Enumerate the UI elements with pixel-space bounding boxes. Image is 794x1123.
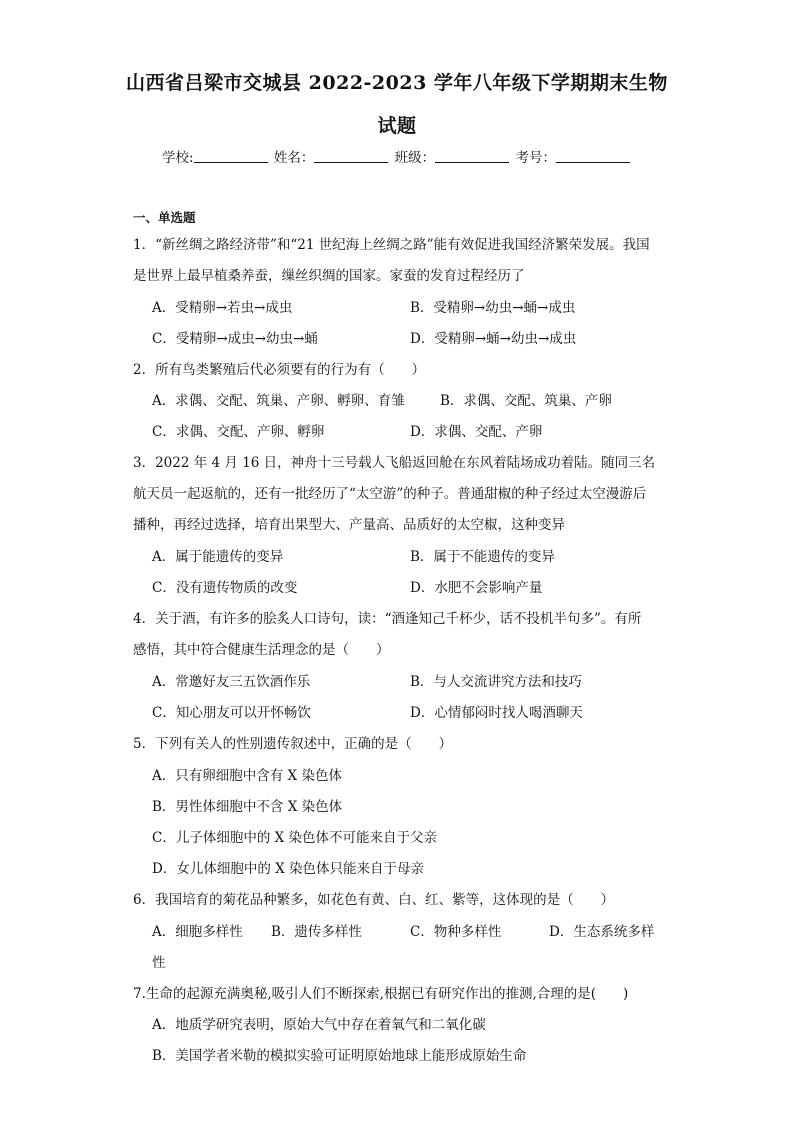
question-6-option-a: A．细胞多样性	[152, 924, 243, 940]
question-7-option-b: B．美国学者米勒的模拟实验可证明原始地球上能形成原始生命	[152, 1048, 527, 1064]
question-6-option-d: D．生态系统多样	[549, 924, 655, 940]
question-4-option-b: B．与人交流讲究方法和技巧	[410, 674, 582, 690]
question-2-option-c: C．求偶、交配、产卵、孵卵	[152, 424, 325, 440]
page-title-line-1: 山西省吕梁市交城县 2022-2023 学年八年级下学期期末生物	[126, 72, 668, 94]
question-2-option-b: B．求偶、交配、筑巢、产卵	[440, 393, 612, 409]
question-3-option-a: A．属于能遗传的变异	[152, 549, 284, 565]
question-3-line-3: 播种，再经过选择，培育出果型大、产量高、品质好的太空椒，这种变异	[133, 517, 565, 533]
student-info-row	[0, 146, 794, 166]
question-2-option-a: A．求偶、交配、筑巢、产卵、孵卵、育雏	[152, 393, 405, 409]
question-1-line-2: 是世界上最早植桑养蚕，缫丝织绸的国家。家蚕的发育过程经历了	[133, 268, 525, 284]
question-4-line-1: 4．关于酒，有许多的脍炙人口诗句，读：“酒逢知己千杯少，话不投机半句多”。有所	[133, 611, 642, 627]
question-1-option-b: B．受精卵→幼虫→蛹→成虫	[410, 300, 576, 316]
question-5-option-c: C．儿子体细胞中的 X 染色体不可能来自于父亲	[152, 830, 438, 846]
class-blank	[435, 149, 509, 163]
class-label: 班级：	[394, 150, 436, 166]
question-3-option-d: D．水肥不会影响产量	[410, 580, 543, 596]
question-1-option-c: C．受精卵→成虫→幼虫→蛹	[152, 331, 318, 347]
question-3-line-1: 3．2022 年 4 月 16 日，神舟十三号载人飞船返回舱在东风着陆场成功着陆。随同三名	[133, 455, 656, 471]
question-5-option-a: A．只有卵细胞中含有 X 染色体	[152, 768, 342, 784]
question-5-option-b: B．男性体细胞中不含 X 染色体	[152, 799, 343, 815]
question-4-line-2: 感悟，其中符合健康生活理念的是（ ）	[133, 642, 390, 658]
question-7-line-1: 7.生命的起源充满奥秘,吸引人们不断探索,根据已有研究作出的推测,合理的是( )	[133, 986, 629, 1002]
question-4-option-d: D．心情郁闷时找人喝酒聊天	[410, 705, 583, 721]
question-1-option-a: A．受精卵→若虫→成虫	[152, 300, 293, 316]
exam-number-label: 考号：	[515, 150, 556, 166]
page-title-line-2: 试题	[377, 115, 417, 137]
question-1-option-d: D．受精卵→蛹→幼虫→成虫	[410, 331, 577, 347]
question-4-option-c: C．知心朋友可以开怀畅饮	[152, 705, 311, 721]
question-3-line-2: 航天员一起返航的，还有一批经历了“太空游”的种子。普通甜椒的种子经过太空漫游后	[133, 486, 647, 502]
section-heading: 一、单选题	[133, 210, 196, 225]
question-6-option-d-continued: 性	[152, 955, 166, 971]
question-3-option-c: C．没有遗传物质的改变	[152, 580, 298, 596]
question-1-line-1: 1．“新丝绸之路经济带”和“21 世纪海上丝绸之路”能有效促进我国经济繁荣发展。我国	[133, 237, 650, 253]
question-6-option-c: C．物种多样性	[410, 924, 502, 940]
question-6-line-1: 6．我国培育的菊花品种繁多，如花色有黄、白、红、紫等，这体现的是（ ）	[133, 892, 615, 908]
question-7-option-a: A．地质学研究表明，原始大气中存在着氧气和二氧化碳	[152, 1017, 486, 1033]
question-2-option-d: D．求偶、交配、产卵	[410, 424, 543, 440]
question-5-option-d: D．女儿体细胞中的 X 染色体只能来自于母亲	[152, 861, 425, 877]
name-blank	[314, 149, 388, 163]
school-blank	[194, 149, 268, 163]
school-label: 学校:	[162, 150, 194, 166]
name-label: 姓名：	[273, 150, 315, 166]
question-6-option-b: B．遗传多样性	[271, 924, 362, 940]
exam-number-blank	[556, 149, 630, 163]
question-5-line-1: 5．下列有关人的性别遗传叙述中，正确的是（ ）	[133, 736, 453, 752]
question-4-option-a: A．常邀好友三五饮酒作乐	[152, 674, 311, 690]
question-3-option-b: B．属于不能遗传的变异	[410, 549, 555, 565]
question-2-line-1: 2．所有鸟类繁殖后代必须要有的行为有（ ）	[133, 362, 426, 378]
